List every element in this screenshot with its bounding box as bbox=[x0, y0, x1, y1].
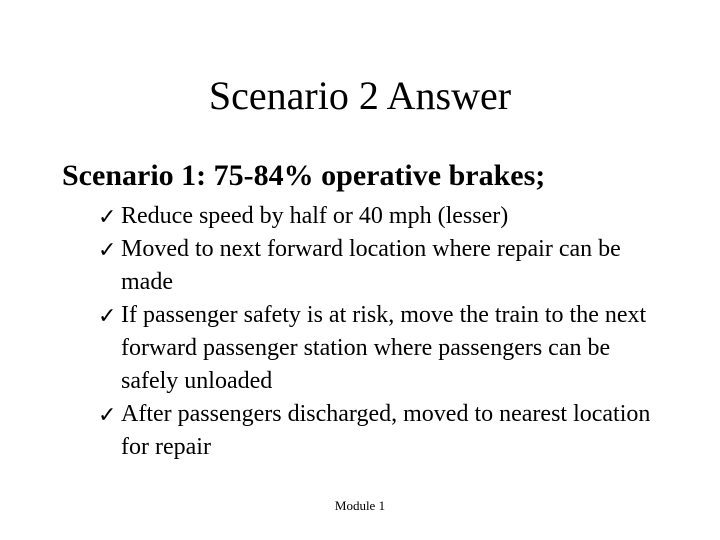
bullet-text: Reduce speed by half or 40 mph (lesser) bbox=[121, 203, 509, 229]
bullet-text: If passenger safety is at risk, move the train to the next forward passenger station where passengers can be safely unloaded bbox=[121, 302, 647, 394]
footer-module-label: Module 1 bbox=[334, 498, 386, 513]
list-item bbox=[98, 299, 658, 398]
check-icon: ✓ bbox=[98, 402, 117, 427]
slide-title: Scenario 2 Answer bbox=[208, 73, 512, 118]
bullet-text: Moved to next forward location where repair can be made bbox=[121, 236, 621, 295]
check-icon: ✓ bbox=[98, 237, 117, 262]
check-icon: ✓ bbox=[98, 204, 117, 229]
check-icon: ✓ bbox=[98, 303, 117, 328]
list-item bbox=[98, 200, 658, 233]
bullet-list bbox=[98, 200, 658, 464]
bullet-text: After passengers discharged, moved to nearest location for repair bbox=[121, 401, 651, 460]
list-item bbox=[98, 233, 658, 299]
scenario-heading: Scenario 1: 75-84% operative brakes; bbox=[62, 159, 546, 192]
list-item bbox=[98, 398, 658, 464]
